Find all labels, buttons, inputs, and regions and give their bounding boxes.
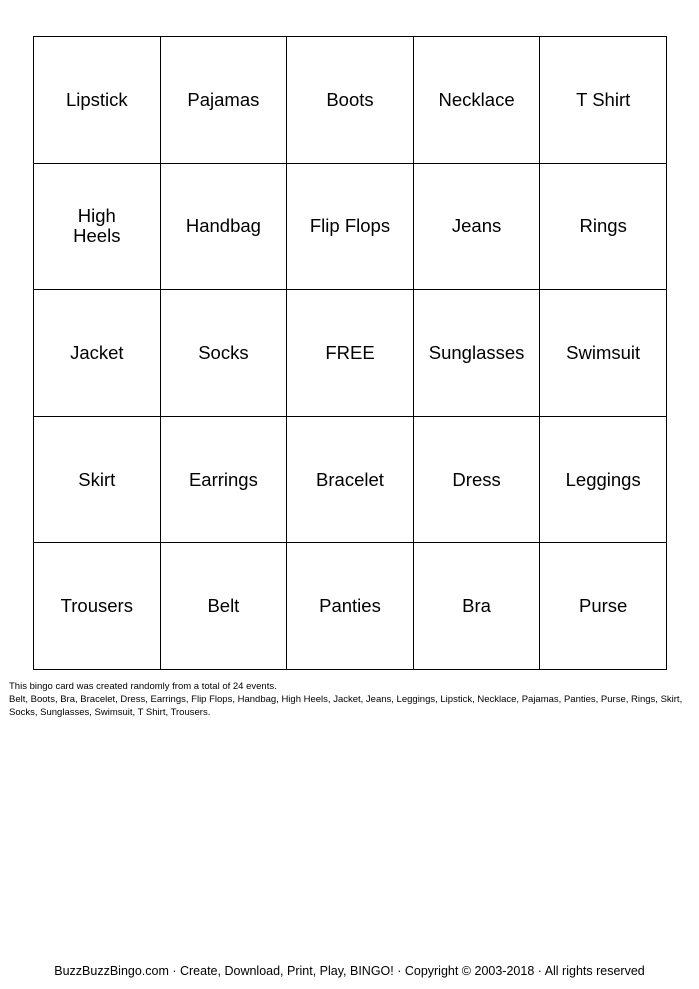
bingo-cell-label: Rings [579,215,627,237]
bingo-cell-label: Dress [452,468,501,490]
bingo-cell [160,416,287,543]
page-footer: BuzzBuzzBingo.com · Create, Download, Print, Play, BINGO! · Copyright © 2003-2018 · All rights reserved [54,964,645,978]
bingo-cell-label: Trousers [60,595,133,617]
bingo-cell [413,37,540,164]
bingo-cell-label: FREE [325,341,375,363]
bingo-row [34,290,667,417]
bingo-cell [287,163,414,290]
bingo-cell [160,37,287,164]
bingo-cell-label: High Heels [73,205,121,247]
bingo-cell [413,543,540,670]
bingo-cell-label: T Shirt [576,88,631,110]
bingo-cell-label: Pajamas [187,88,260,110]
bingo-cell [160,290,287,417]
bingo-cell-label: Jacket [70,341,124,363]
bingo-cell [540,290,667,417]
bingo-cell [160,543,287,670]
bingo-cell-label: Bra [462,595,491,617]
bingo-cell [34,290,161,417]
bingo-cell-label: Flip Flops [309,215,391,237]
bingo-cell [540,163,667,290]
bingo-cell-label: Swimsuit [566,341,641,363]
bingo-cell-label: Panties [319,595,381,617]
bingo-cell-label: Skirt [78,468,116,490]
bingo-cell [287,416,414,543]
bingo-cell-label: Sunglasses [428,341,525,363]
bingo-cell-label: Boots [326,88,374,110]
bingo-cell [413,290,540,417]
bingo-cell [287,543,414,670]
bingo-cell [413,416,540,543]
bingo-cell-label: Lipstick [65,88,128,110]
bingo-cell [540,37,667,164]
bingo-cell [34,543,161,670]
bingo-cell-label: Leggings [565,468,641,490]
card-info [9,680,689,720]
bingo-row [34,37,667,164]
bingo-card [33,36,667,670]
bingo-cell-label: Jeans [451,215,502,237]
bingo-cell-label: Handbag [185,215,261,237]
bingo-cell-label: Purse [579,595,628,617]
bingo-cell-label: Socks [198,341,249,363]
bingo-row [34,416,667,543]
bingo-row [34,163,667,290]
bingo-cell [540,416,667,543]
bingo-cell-label: Belt [207,595,240,617]
bingo-cell-label: Bracelet [316,468,384,490]
bingo-cell-label: Necklace [438,88,515,110]
bingo-cell [34,37,161,164]
events-list: Belt, Boots, Bra, Bracelet, Dress, Earrings, Flip Flops, Handbag, High Heels, Jacket, Jeans, Leggings, Lipstick, Necklace, Pajamas, Panties, Purse, Rings, Skirt, Socks, Sunglasses, Swimsuit, T Shirt, Trousers. [9,694,683,719]
bingo-cell [413,163,540,290]
bingo-cell [34,416,161,543]
bingo-cell [34,163,161,290]
bingo-row [34,543,667,670]
bingo-cell-label: Earrings [188,468,258,490]
bingo-cell [160,163,287,290]
bingo-free-cell [287,290,414,417]
card-summary: This bingo card was created randomly from a total of 24 events. [9,681,277,692]
bingo-cell [540,543,667,670]
bingo-cell [287,37,414,164]
